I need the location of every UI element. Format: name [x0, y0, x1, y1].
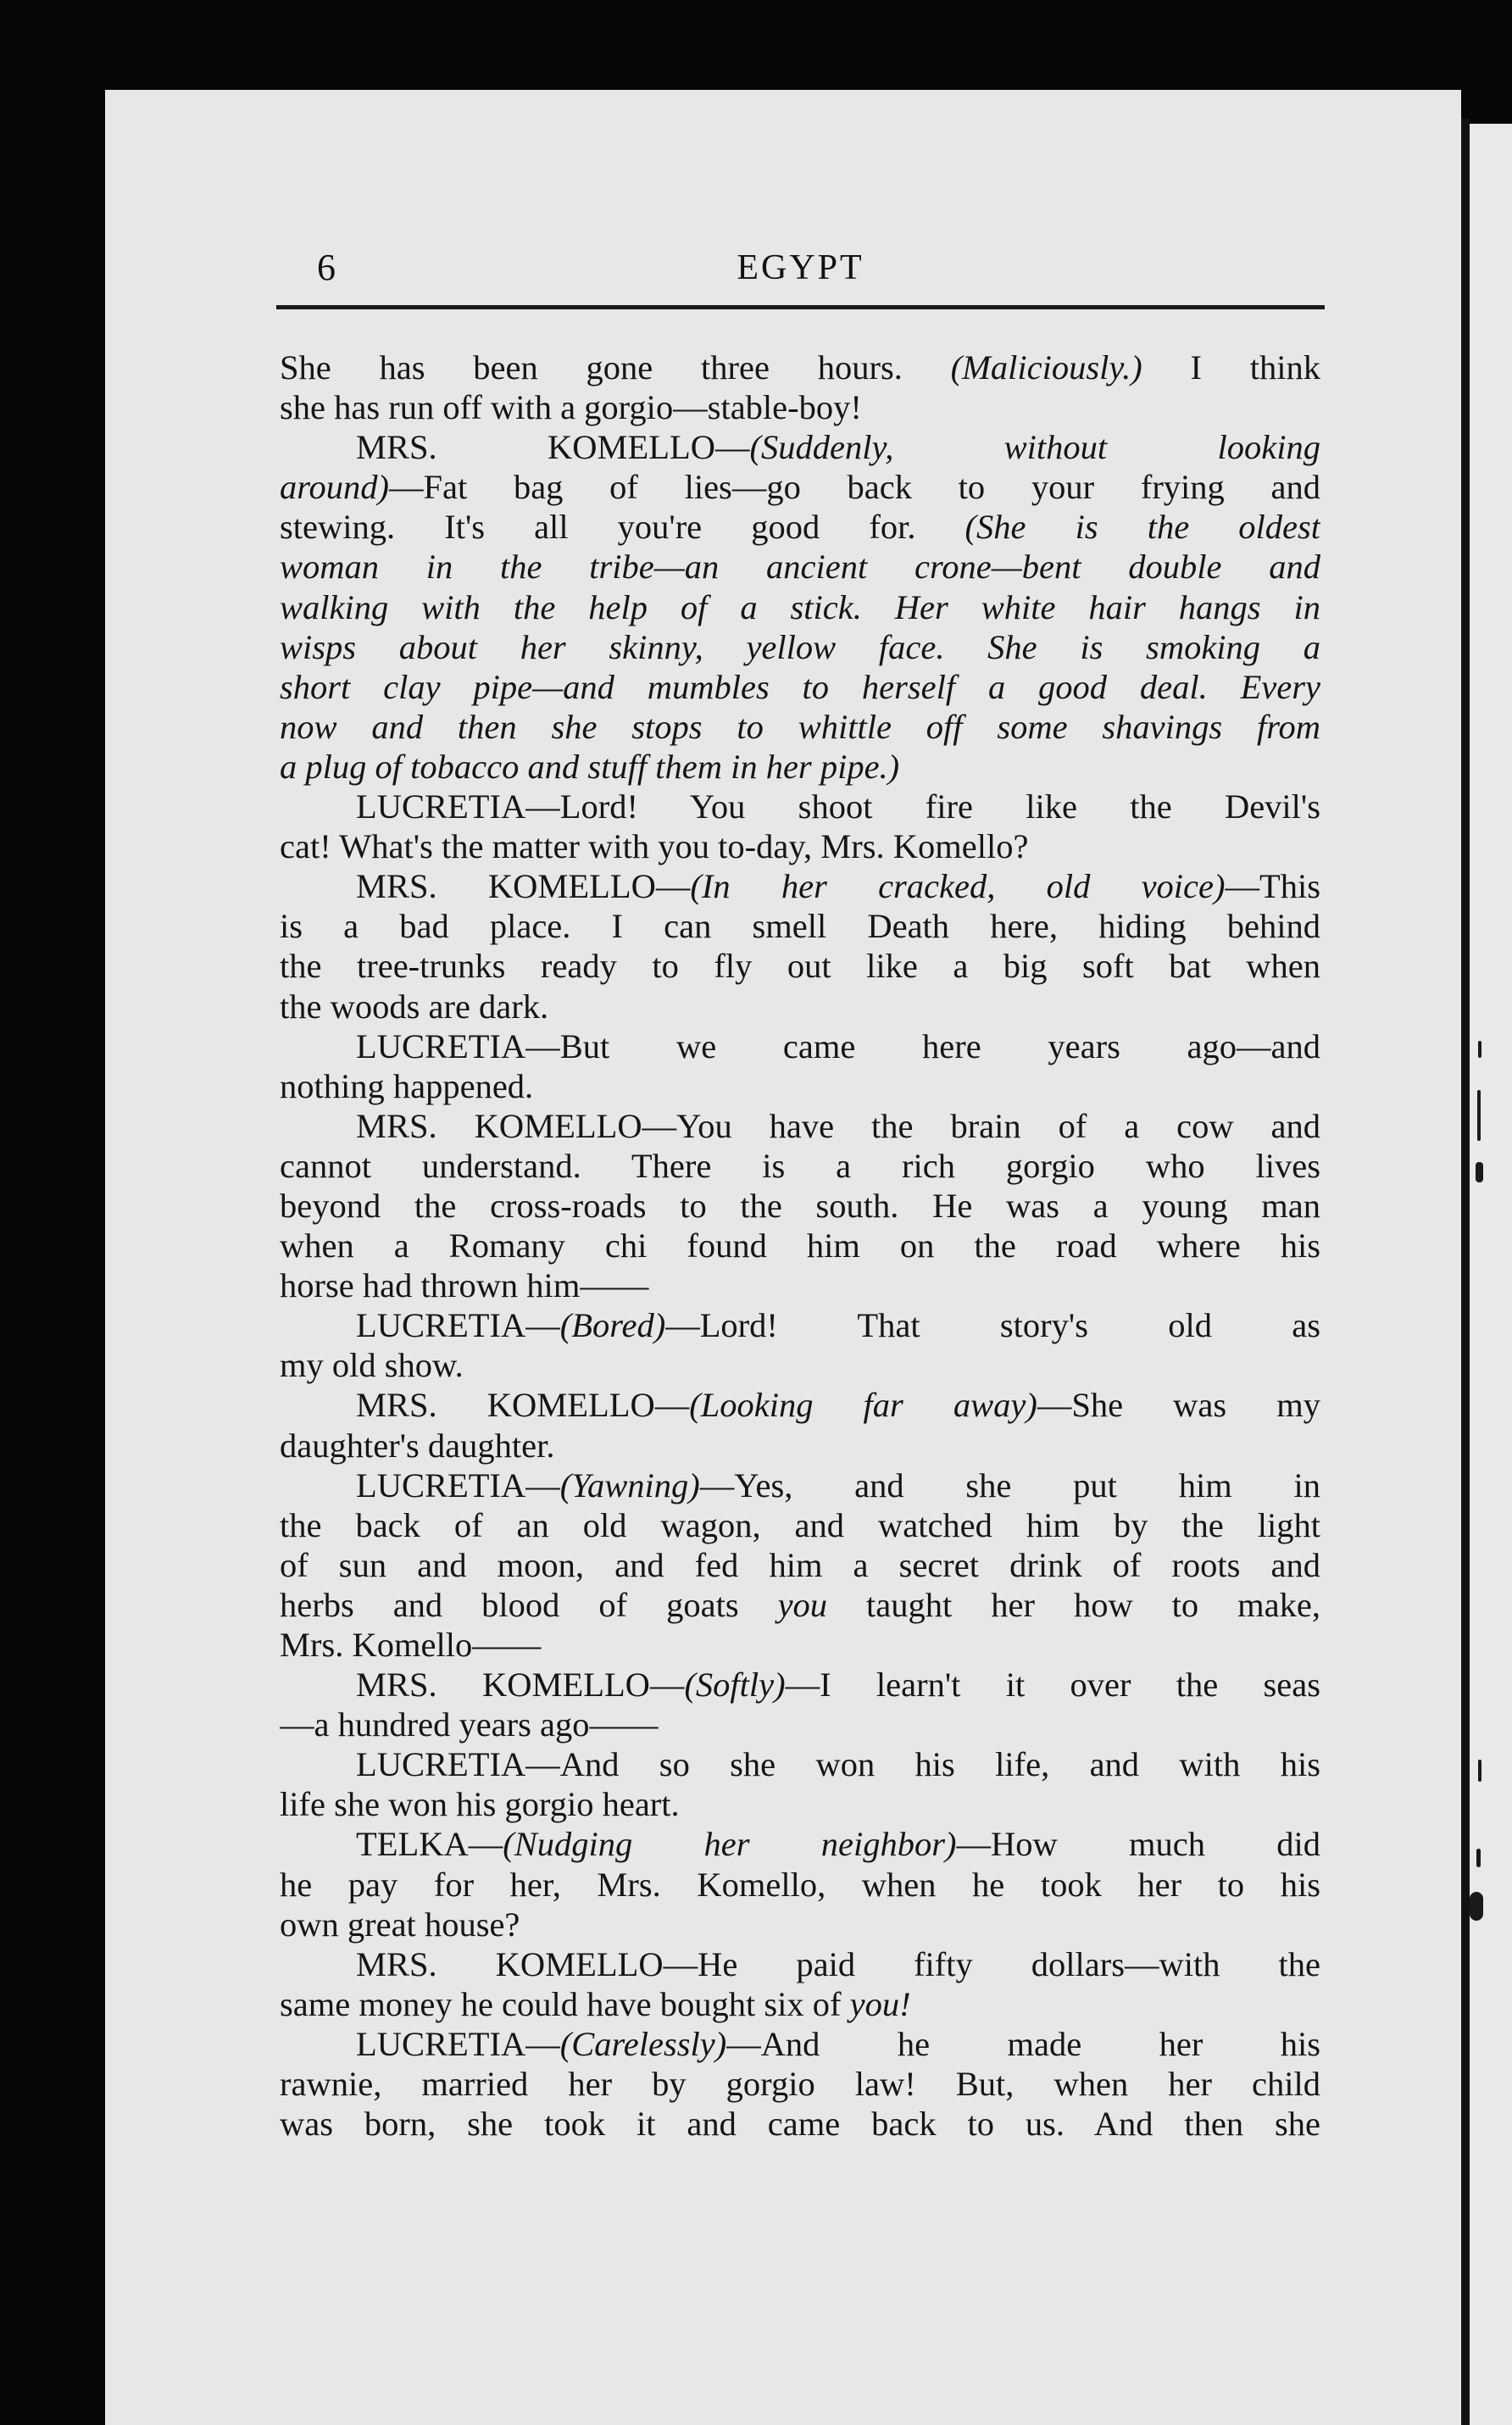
text-line [280, 2104, 1320, 2144]
text-line [280, 1705, 1320, 1744]
text-line [280, 826, 1320, 866]
text-line [280, 787, 1320, 826]
text-run: She has been gone three hours. [280, 348, 951, 387]
text-line [280, 1865, 1320, 1905]
stage-direction: wisps about her skinny, yellow face. She is smoking a [280, 627, 1320, 666]
text-line [280, 1186, 1320, 1226]
text-line [280, 1984, 1320, 2024]
running-header [276, 246, 1325, 305]
text-run: LUCRETIA— [356, 2024, 560, 2063]
text-run: —And he made her his [726, 2024, 1320, 2063]
stage-direction: (Nudging her neighbor) [503, 1825, 957, 1864]
stage-direction: woman in the tribe—an ancient crone—bent double and [280, 548, 1320, 587]
text-line [280, 1466, 1320, 1505]
text-line [280, 1824, 1320, 1864]
text-line [280, 1106, 1320, 1146]
text-line [280, 1665, 1320, 1705]
text-run: —a hundred years ago—— [280, 1705, 659, 1744]
stage-direction: you [777, 1585, 828, 1624]
edge-mark [1478, 1760, 1481, 1782]
edge-mark [1477, 1090, 1481, 1141]
text-line [280, 507, 1320, 547]
text-line [280, 747, 1320, 787]
text-run: when a Romany chi found him on the road where his [280, 1226, 1320, 1265]
text-run: daughter's daughter. [280, 1426, 555, 1465]
text-line [280, 1585, 1320, 1625]
text-run: —How much did [956, 1825, 1320, 1864]
text-line [280, 1026, 1320, 1066]
text-line [280, 1305, 1320, 1345]
text-run: MRS. KOMELLO— [356, 1666, 685, 1705]
running-title: EGYPT [737, 248, 864, 287]
stage-direction: you! [849, 1984, 911, 2023]
text-line [280, 2064, 1320, 2104]
text-run: rawnie, married her by gorgio law! But, when her child [280, 2065, 1320, 2104]
text-line [280, 1226, 1320, 1265]
stage-direction: (In her cracked, old voice) [690, 867, 1226, 906]
text-line [280, 1426, 1320, 1466]
text-line [280, 707, 1320, 747]
text-run: cat! What's the matter with you to-day, Mrs. Komello? [280, 827, 1029, 866]
edge-mark [1478, 1041, 1481, 1058]
text-run: my old show. [280, 1346, 464, 1385]
text-line [280, 427, 1320, 467]
text-run: Mrs. Komello—— [280, 1626, 542, 1664]
stage-direction: (Suddenly, without looking [749, 428, 1320, 467]
stage-direction: (Yawning) [559, 1466, 700, 1505]
stage-direction: (She is the oldest [964, 508, 1320, 547]
text-run: cannot understand. There is a rich gorgio who lives [280, 1146, 1320, 1185]
stage-direction: (Looking far away) [689, 1386, 1037, 1425]
text-line [280, 1146, 1320, 1186]
text-run: TELKA— [356, 1825, 503, 1864]
stage-direction: (Softly) [684, 1666, 786, 1705]
text-run: she has run off with a gorgio—stable-boy! [280, 388, 862, 427]
text-run: —Lord! That story's old as [665, 1306, 1320, 1345]
text-run: nothing happened. [280, 1066, 534, 1105]
text-run: MRS. KOMELLO— [356, 428, 750, 467]
text-run: beyond the cross-roads to the south. He was a young man [280, 1186, 1320, 1225]
text-line [280, 1385, 1320, 1425]
stage-direction: short clay pipe—and mumbles to herself a good deal. Every [280, 667, 1320, 706]
text-run: —She was my [1037, 1386, 1320, 1425]
stage-direction: now and then she stops to whittle off some shavings from [280, 707, 1320, 746]
text-run: horse had thrown him—— [280, 1266, 649, 1305]
text-run: same money he could have bought six of [280, 1984, 850, 2023]
text-run: —Fat bag of lies—go back to your frying and [389, 468, 1320, 507]
text-run: the woods are dark. [280, 987, 549, 1026]
stage-direction: walking with the help of a stick. Her white hair hangs in [280, 587, 1320, 626]
text-run: MRS. KOMELLO—You have the brain of a cow and [356, 1106, 1320, 1145]
stage-direction: around) [280, 468, 389, 507]
text-line [280, 348, 1320, 387]
text-run: herbs and blood of goats [280, 1585, 778, 1624]
text-line [280, 1505, 1320, 1545]
text-line [280, 1265, 1320, 1305]
text-line [280, 866, 1320, 906]
text-line [280, 1944, 1320, 1984]
text-line [280, 1625, 1320, 1665]
stage-direction: (Maliciously.) [950, 348, 1142, 387]
text-line [280, 387, 1320, 427]
text-run: LUCRETIA— [356, 1466, 560, 1505]
adjacent-page-edge [1470, 124, 1512, 2425]
play-text-body [280, 348, 1320, 2144]
text-line [280, 906, 1320, 946]
text-run: of sun and moon, and fed him a secret drink of roots and [280, 1545, 1320, 1584]
header-rule [276, 305, 1325, 309]
text-run: I think [1142, 348, 1320, 387]
text-run: MRS. KOMELLO— [356, 1386, 690, 1425]
stage-direction: (Carelessly) [559, 2024, 727, 2063]
text-run: is a bad place. I can smell Death here, hiding behind [280, 907, 1320, 946]
text-run: —This [1225, 867, 1320, 906]
text-line [280, 1784, 1320, 1824]
text-run: own great house? [280, 1905, 520, 1944]
text-run: he pay for her, Mrs. Komello, when he took her to his [280, 1865, 1320, 1904]
text-line [280, 987, 1320, 1026]
text-run: LUCRETIA—Lord! You shoot fire like the Devil's [356, 787, 1320, 826]
stage-direction: (Bored) [559, 1306, 666, 1345]
text-run: LUCRETIA— [356, 1306, 560, 1345]
text-run: stewing. It's all you're good for. [280, 508, 965, 547]
text-run: LUCRETIA—But we came here years ago—and [356, 1026, 1320, 1065]
text-run: taught her how to make, [827, 1585, 1320, 1624]
stage-direction: a plug of tobacco and stuff them in her pipe.) [280, 747, 900, 786]
text-line [280, 547, 1320, 587]
text-run: life she won his gorgio heart. [280, 1785, 680, 1824]
text-line [280, 1345, 1320, 1385]
text-line [280, 1066, 1320, 1106]
text-line [280, 1744, 1320, 1784]
text-run: the tree-trunks ready to fly out like a big soft bat when [280, 947, 1320, 986]
page-number: 6 [317, 247, 336, 288]
text-run: —I learn't it over the seas [785, 1666, 1320, 1705]
text-line [280, 627, 1320, 667]
edge-mark [1476, 1162, 1483, 1182]
text-run: LUCRETIA—And so she won his life, and with his [356, 1745, 1320, 1784]
text-run: MRS. KOMELLO—He paid fifty dollars—with the [356, 1944, 1320, 1983]
page-gutter-shadow [1461, 119, 1470, 2425]
text-line [280, 2024, 1320, 2064]
edge-mark [1470, 1892, 1483, 1921]
text-line [280, 1545, 1320, 1585]
text-line [280, 667, 1320, 707]
text-line [280, 946, 1320, 986]
text-run: the back of an old wagon, and watched him by the light [280, 1505, 1320, 1544]
edge-mark [1476, 1849, 1481, 1867]
text-line [280, 1905, 1320, 1944]
text-line [280, 467, 1320, 507]
text-run: —Yes, and she put him in [699, 1466, 1320, 1505]
text-line [280, 587, 1320, 627]
text-run: was born, she took it and came back to us. And then she [280, 2105, 1320, 2144]
text-run: MRS. KOMELLO— [356, 867, 691, 906]
